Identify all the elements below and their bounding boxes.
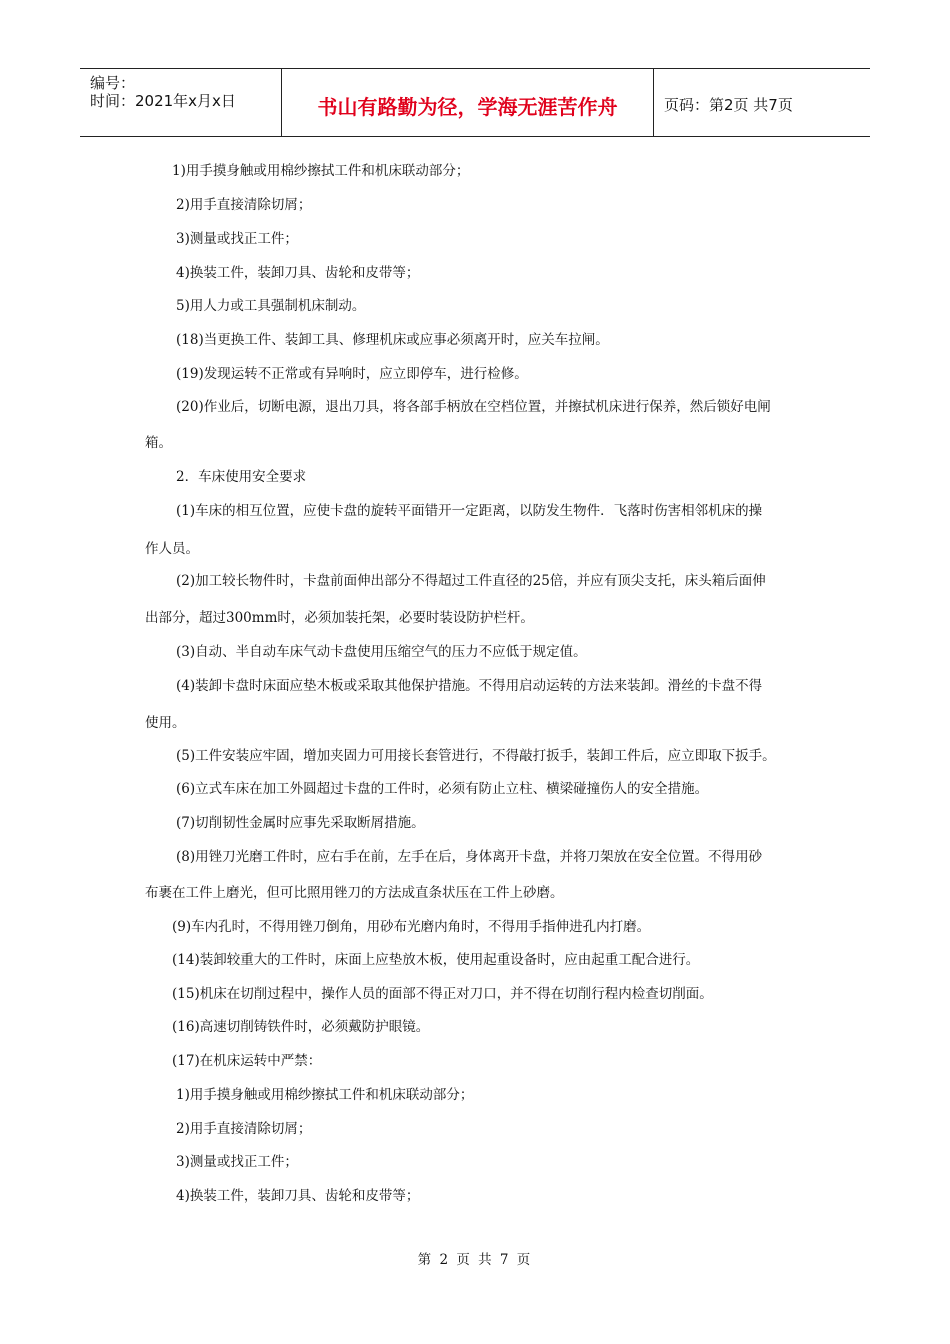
text-line: (9)车内孔时，不得用锉刀倒角，用砂布光磨内角时，不得用手指伸进孔内打磨。	[172, 919, 651, 935]
text-line: (14)装卸较重大的工件时，床面上应垫放木板，使用起重设备时，应由起重工配合进行。	[172, 952, 700, 968]
section-heading: 2．车床使用安全要求	[176, 469, 307, 485]
text-line: (16)高速切削铸铁件时，必须戴防护眼镜。	[172, 1019, 430, 1035]
text-line: 作人员。	[145, 541, 199, 557]
page-footer: 第 2 页 共 7 页	[417, 1252, 533, 1268]
text-line: 1)用手摸身触或用棉纱擦拭工件和机床联动部分；	[172, 163, 470, 179]
text-line: (6)立式车床在加工外圆超过卡盘的工件时，必须有防止立柱、横梁碰撞伤人的安全措施。	[176, 781, 709, 797]
text-line: 5)用人力或工具强制机床制动。	[176, 298, 366, 314]
text-line: 2)用手直接清除切屑；	[176, 1121, 312, 1137]
text-line: (3)自动、半自动车床气动卡盘使用压缩空气的压力不应低于规定值。	[176, 644, 587, 660]
text-line: 1)用手摸身触或用棉纱擦拭工件和机床联动部分；	[176, 1087, 474, 1103]
text-line: 箱。	[145, 435, 172, 451]
date-label: 时间：2021年x月x日	[90, 92, 236, 110]
text-line: (17)在机床运转中严禁：	[172, 1053, 322, 1069]
text-line: (18)当更换工件、装卸工具、修理机床或应事必须离开时，应关车拉闸。	[176, 332, 609, 348]
text-line: (15)机床在切削过程中，操作人员的面部不得正对刀口，并不得在切削行程内检查切削面。	[172, 986, 713, 1002]
text-line: (19)发现运转不正常或有异响时，应立即停车，进行检修。	[176, 366, 528, 382]
text-line: (5)工件安装应牢固，增加夹固力可用接长套管进行，不得敲打扳手，装卸工件后，应立即取下扳手。	[176, 748, 776, 764]
text-line: (20)作业后，切断电源，退出刀具，将各部手柄放在空档位置，并擦拭机床进行保养，然后锁好电闸	[176, 399, 771, 415]
text-line: 使用。	[145, 715, 186, 731]
text-line: (1)车床的相互位置，应使卡盘的旋转平面错开一定距离，以防发生物件．飞落时伤害相邻机床的操	[176, 503, 763, 519]
text-line: 2)用手直接清除切屑；	[176, 197, 312, 213]
text-line: (4)装卸卡盘时床面应垫木板或采取其他保护措施。不得用启动运转的方法来装卸。滑丝的卡盘不得	[176, 678, 763, 694]
text-line: 出部分，超过300mm时，必须加装托架，必要时装设防护栏杆。	[145, 610, 534, 626]
header-motto: 书山有路勤为径，学海无涯苦作舟	[282, 69, 654, 136]
header-meta-cell	[80, 69, 282, 136]
text-line: 4)换装工件，装卸刀具、齿轮和皮带等；	[176, 1188, 420, 1204]
text-line: (2)加工较长物件时，卡盘前面伸出部分不得超过工件直径的25倍，并应有顶尖支托，床头箱后面伸	[176, 573, 766, 589]
text-line: (8)用锉刀光磨工件时，应右手在前，左手在后，身体离开卡盘，并将刀架放在安全位置。不得用砂	[176, 849, 763, 865]
text-line: 3)测量或找正工件；	[176, 1154, 298, 1170]
text-line: 3)测量或找正工件；	[176, 231, 298, 247]
text-line: (7)切削韧性金属时应事先采取断屑措施。	[176, 815, 425, 831]
header-page-number: 页码：第2页 共7页	[664, 96, 793, 114]
text-line: 4)换装工件，装卸刀具、齿轮和皮带等；	[176, 265, 420, 281]
page-header	[80, 68, 870, 137]
serial-number-label: 编号：	[90, 74, 136, 92]
text-line: 布裹在工件上磨光，但可比照用锉刀的方法成直条状压在工件上砂磨。	[145, 885, 564, 901]
